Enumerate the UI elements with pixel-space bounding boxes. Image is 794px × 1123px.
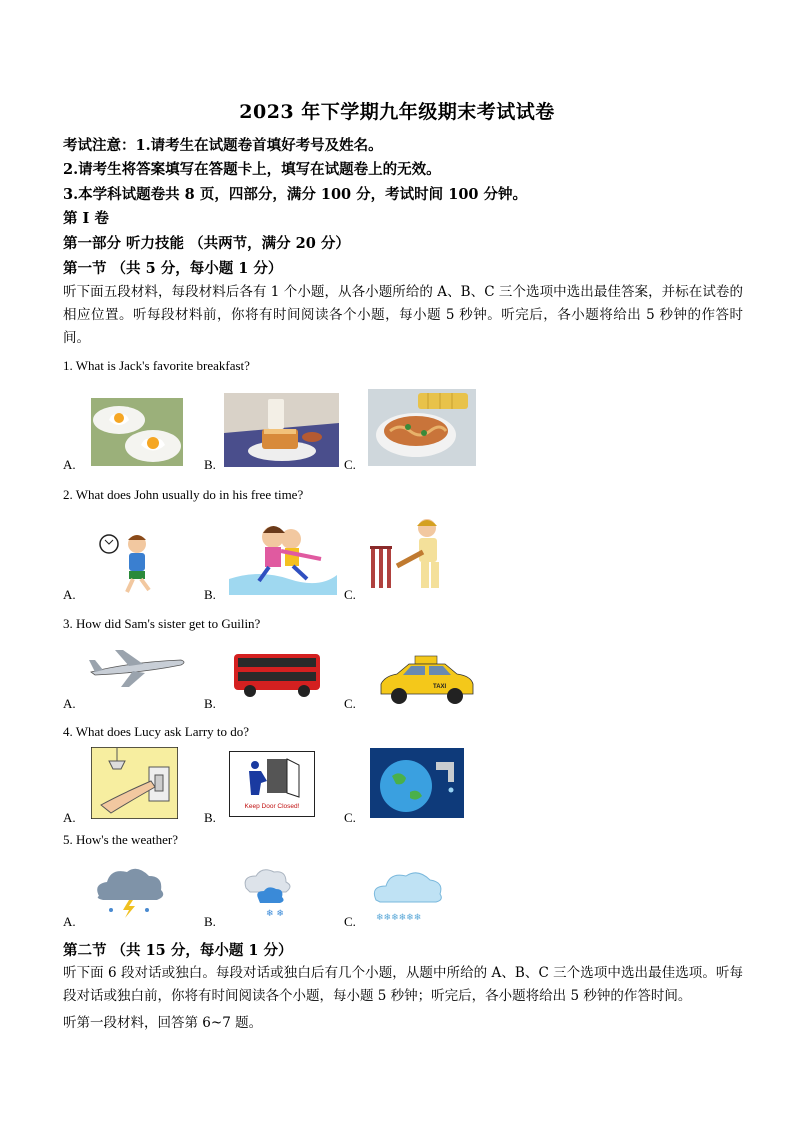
section1-heading: 第一节 （共 5 分，每小题 1 分） (63, 260, 283, 277)
q5-option-b[interactable]: B. (204, 914, 216, 929)
exam-note-1: 考试注意：1.请考生在试题卷首填好考号及姓名。 (63, 137, 383, 154)
q3-option-b[interactable]: B. (204, 696, 216, 711)
airplane-image (85, 644, 187, 690)
section2-heading: 第二节 （共 15 分，每小题 1 分） (63, 942, 293, 959)
q4-option-c[interactable]: C. (344, 810, 356, 825)
snowy-cloud-image (230, 858, 306, 922)
exam-note-3: 3.本学科试题卷共 8 页，四部分，满分 100 分，考试时间 100 分钟。 (63, 186, 528, 203)
cricket-player-image (367, 516, 472, 595)
taxi-image (375, 654, 477, 706)
section1-instructions: 听下面五段材料，每段材料后各有 1 个小题，从各小题所给的 A、B、C 三个选项中选出最佳答案，并标在试卷的相应位置。听每段材料前，你将有时间阅读各个小题，每小题 5 秒钟。听完后，各小题将给出 5 秒钟的作答时间。 (63, 284, 743, 346)
snow-cloud-image (368, 864, 446, 924)
q4-option-b[interactable]: B. (204, 810, 216, 825)
q5-option-a[interactable]: A. (63, 914, 76, 929)
skating-couple-image (229, 519, 337, 595)
soccer-boy-image (89, 530, 173, 595)
q1-option-a[interactable]: A. (63, 457, 76, 472)
red-bus-image (228, 650, 324, 698)
fried-eggs-image (91, 398, 183, 466)
question-3: 3. How did Sam's sister get to Guilin? (63, 616, 261, 631)
svg-text:❄ ❄: ❄ ❄ (266, 909, 284, 919)
q3-option-c[interactable]: C. (344, 696, 356, 711)
section2-instructions: 听下面 6 段对话或独白。每段对话或独白后有几个小题，从题中所给的 A、B、C 三个选项中选出最佳选项。听每段对话或独白前，你将有时间阅读各个小题，每小题 5 秒钟；听完后，各小题将给出 5 秒钟的作答时间。 (63, 965, 743, 1004)
water-tap-globe-image (370, 748, 464, 818)
part1-heading: 第一部分 听力技能 （共两节，满分 20 分） (63, 235, 350, 252)
q2-option-b[interactable]: B. (204, 587, 216, 602)
q5-option-c[interactable]: C. (344, 914, 356, 929)
keep-door-closed-sign (229, 751, 315, 817)
q3-option-a[interactable]: A. (63, 696, 76, 711)
page-title: 2023 年下学期九年级期末考试试卷 (239, 101, 555, 123)
taxi-label: TAXI (433, 684, 447, 690)
section2-first-material: 听第一段材料，回答第 6~7 题。 (63, 1015, 263, 1031)
question-1: 1. What is Jack's favorite breakfast? (63, 358, 250, 373)
question-2: 2. What does John usually do in his free time? (63, 487, 304, 502)
thunderstorm-image (89, 864, 171, 919)
q4-option-a[interactable]: A. (63, 810, 76, 825)
svg-text:❄❄❄❄❄❄: ❄❄❄❄❄❄ (376, 913, 422, 923)
q1-option-c[interactable]: C. (344, 457, 356, 472)
volume-heading: 第 Ⅰ 卷 (63, 210, 109, 227)
question-5: 5. How's the weather? (63, 832, 178, 847)
q2-option-a[interactable]: A. (63, 587, 76, 602)
light-switch-image (91, 747, 178, 819)
noodles-image (368, 389, 476, 466)
q1-option-b[interactable]: B. (204, 457, 216, 472)
q2-option-c[interactable]: C. (344, 587, 356, 602)
exam-note-2: 2.请考生将答案填写在答题卡上，填写在试题卷上的无效。 (63, 161, 441, 178)
sign-text: Keep Door Closed! (244, 803, 300, 810)
question-4: 4. What does Lucy ask Larry to do? (63, 724, 250, 739)
toast-and-milk-image (224, 393, 339, 467)
